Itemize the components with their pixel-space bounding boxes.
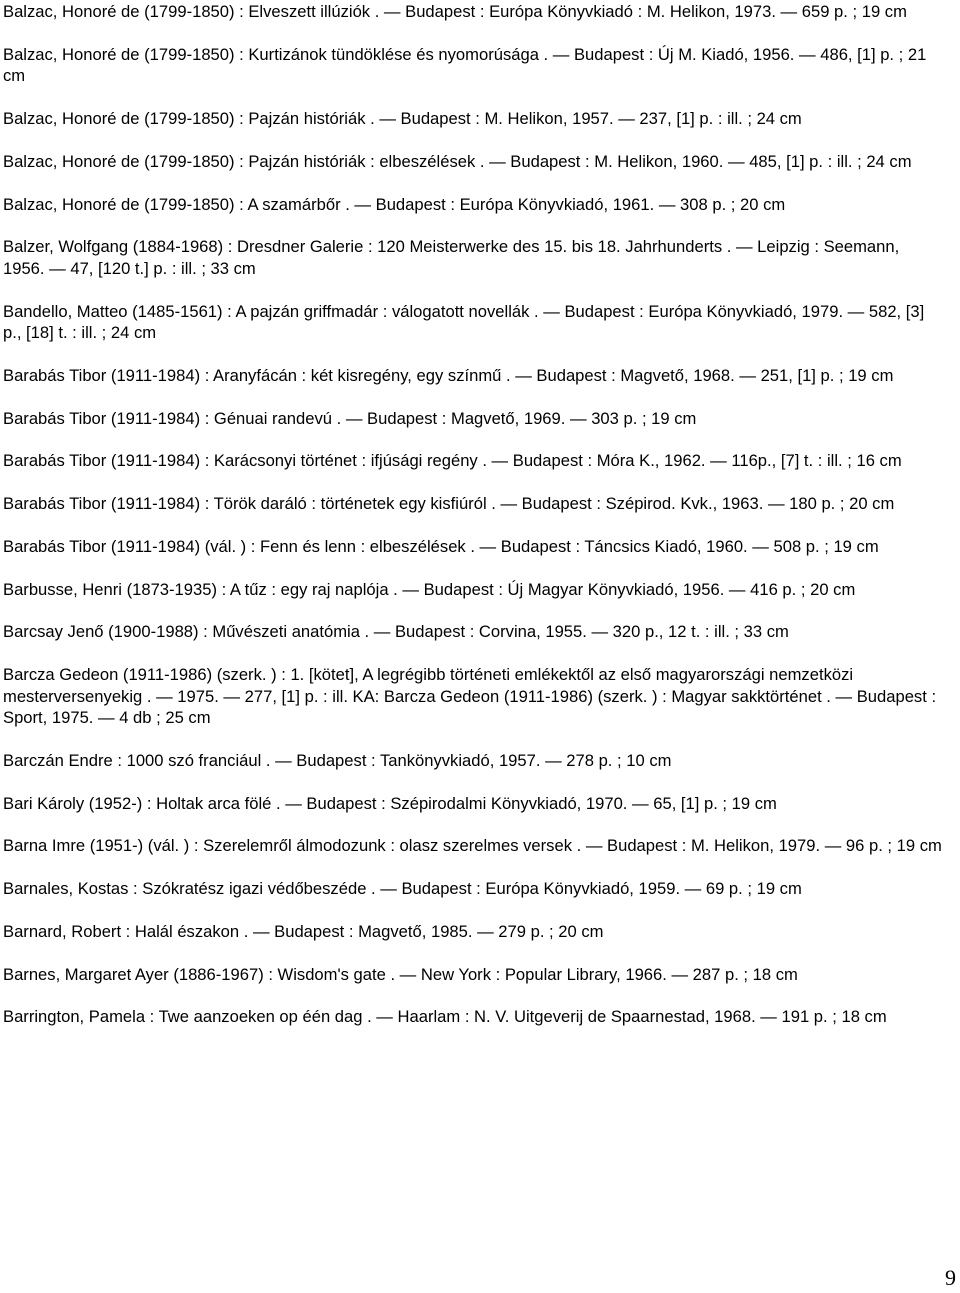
bibliography-entry: Balzer, Wolfgang (1884-1968) : Dresdner Galerie : 120 Meisterwerke des 15. bis 18. Jahrhunderts . — Leipzig : Seemann, 1956. — 47, [120 t.] p. : ill. ; 33 cm [3,237,900,278]
bibliography-entry: Balzac, Honoré de (1799-1850) : Elveszett illúziók . — Budapest : Európa Könyvkiadó : M. Helikon, 1973. — 659 p. ; 19 cm [3,2,907,21]
bibliography-entry: Balzac, Honoré de (1799-1850) : Kurtizánok tündöklése és nyomorúsága . — Budapest : Új M. Kiadó, 1956. — 486, [1] p. ; 21 cm [3,44,927,86]
bibliography-entry: Barnales, Kostas : Szókratész igazi védőbeszéde . — Budapest : Európa Könyvkiadó, 1959. — 69 p. ; 19 cm [3,879,802,899]
bibliography-entry: Barnes, Margaret Ayer (1886-1967) : Wisdom's gate . — New York : Popular Library, 1966. — 287 p. ; 18 cm [3,964,798,984]
bibliography-entry: Balzac, Honoré de (1799-1850) : Pajzán históriák : elbeszélések . — Budapest : M. Helikon, 1960. — 485, [1] p. : ill. ; 24 cm [3,151,912,171]
bibliography-entry: Balzac, Honoré de (1799-1850) : A szamárbőr . — Budapest : Európa Könyvkiadó, 1961. — 308 p. ; 20 cm [3,194,786,214]
bibliography-entry: Barcsay Jenő (1900-1988) : Művészeti anatómia . — Budapest : Corvina, 1955. — 320 p., 12 t. : ill. ; 33 cm [3,622,789,642]
bibliography-entry: Barczán Endre : 1000 szó franciául . — Budapest : Tankönyvkiadó, 1957. — 278 p. ; 10 cm [3,751,672,771]
bibliography-list [3,0,943,1028]
bibliography-entry: Barabás Tibor (1911-1984) : Aranyfácán : két kisregény, egy színmű . — Budapest : Magvető, 1968. — 251, [1] p. ; 19 cm [3,366,894,386]
bibliography-entry: Barabás Tibor (1911-1984) : Génuai randevú . — Budapest : Magvető, 1969. — 303 p. ; 19 cm [3,408,697,428]
bibliography-entry: Balzac, Honoré de (1799-1850) : Pajzán históriák . — Budapest : M. Helikon, 1957. — 237, [1] p. : ill. ; 24 cm [3,109,802,129]
bibliography-entry: Barabás Tibor (1911-1984) : Karácsonyi történet : ifjúsági regény . — Budapest : Móra K., 1962. — 116p., [7] t. : ill. ; 16 cm [3,451,902,471]
bibliography-entry: Barcza Gedeon (1911-1986) (szerk. ) : 1. [kötet], A legrégibb történeti emlékektől az első magyarországi nemzetközi mesterversenyekig . — 1975. — 277, [1] p. : ill. KA: Barcza Gedeon (1911-1986) (szerk. ) : Magyar sakktörténet . — Budapest : Sport, 1975. — 4 db ; 25 cm [3,664,937,728]
bibliography-entry: Barabás Tibor (1911-1984) (vál. ) : Fenn és lenn : elbeszélések . — Budapest : Táncsics Kiadó, 1960. — 508 p. ; 19 cm [3,536,879,556]
bibliography-entry: Barna Imre (1951-) (vál. ) : Szerelemről álmodozunk : olasz szerelmes versek . — Budapest : M. Helikon, 1979. — 96 p. ; 19 cm [3,836,942,856]
bibliography-entry: Barnard, Robert : Halál északon . — Budapest : Magvető, 1985. — 279 p. ; 20 cm [3,921,604,941]
bibliography-entry: Barabás Tibor (1911-1984) : Török daráló : történetek egy kisfiúról . — Budapest : Szépirod. Kvk., 1963. — 180 p. ; 20 cm [3,494,895,514]
page-number: 9 [945,1265,956,1290]
bibliography-entry: Barrington, Pamela : Twe aanzoeken op één dag . — Haarlam : N. V. Uitgeverij de Spaarnestad, 1968. — 191 p. ; 18 cm [3,1007,887,1027]
bibliography-entry: Bandello, Matteo (1485-1561) : A pajzán griffmadár : válogatott novellák . — Budapest : Európa Könyvkiadó, 1979. — 582, [3] p., [18] t. : ill. ; 24 cm [3,301,925,343]
bibliography-entry: Barbusse, Henri (1873-1935) : A tűz : egy raj naplója . — Budapest : Új Magyar Könyvkiadó, 1956. — 416 p. ; 20 cm [3,579,856,599]
bibliography-entry: Bari Károly (1952-) : Holtak arca fölé . — Budapest : Szépirodalmi Könyvkiadó, 1970. — 65, [1] p. ; 19 cm [3,793,777,813]
